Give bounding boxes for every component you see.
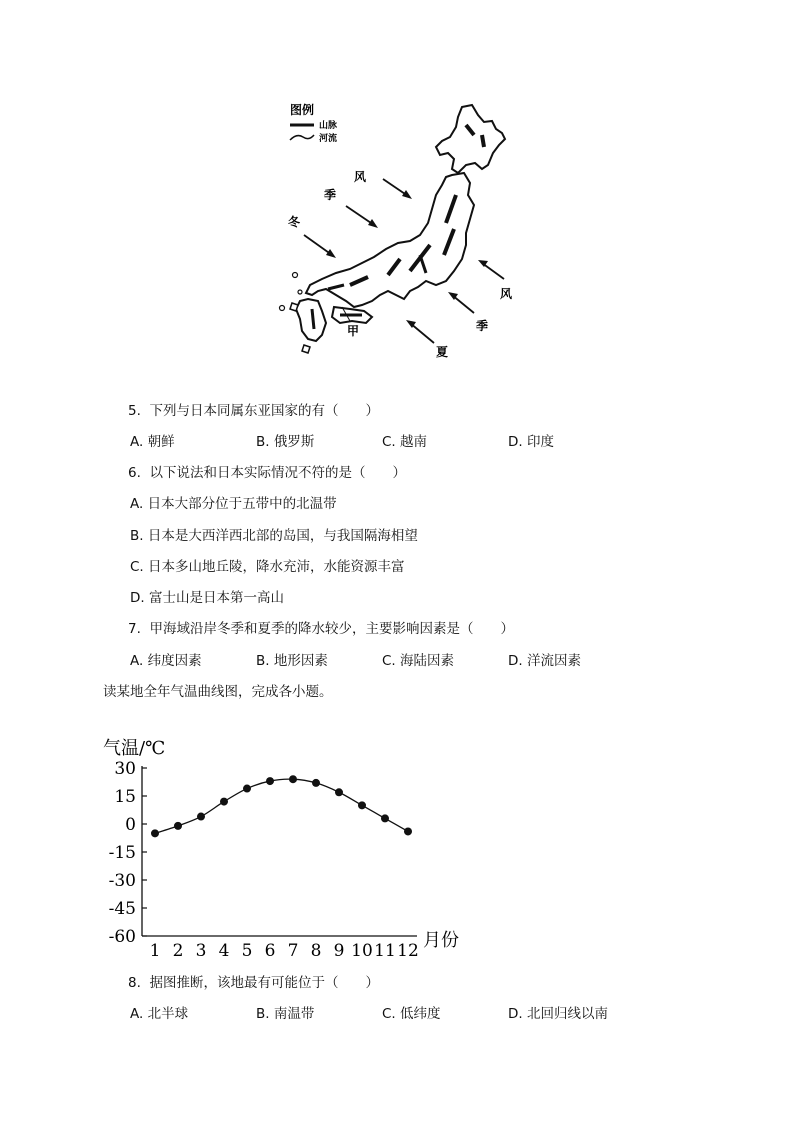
- question-7: [128, 617, 514, 637]
- q5-option-d[interactable]: D. 印度: [508, 434, 554, 450]
- question-7-text: 甲海域沿岸冬季和夏季的降水较少，主要影响因素是（ ）: [149, 621, 514, 637]
- question-6: [128, 461, 406, 481]
- summer-monsoon-arrow-1: [482, 263, 504, 279]
- temperature-point: [358, 801, 366, 809]
- q5-option-a[interactable]: A. 朝鲜: [130, 434, 175, 450]
- q5-option-b[interactable]: B. 俄罗斯: [256, 434, 315, 450]
- q5-option-c[interactable]: C. 越南: [382, 434, 428, 450]
- temperature-point: [243, 785, 251, 793]
- temperature-point: [266, 777, 274, 785]
- q7-option-a[interactable]: A. 纬度因素: [130, 653, 202, 669]
- y-tick-label: 0: [125, 815, 136, 835]
- temperature-curve: [155, 779, 408, 833]
- x-tick-label: 12: [397, 941, 419, 960]
- winter-label-3: 冬: [288, 215, 301, 229]
- y-tick-label: -30: [108, 871, 136, 891]
- winter-label-2: 季: [324, 188, 337, 202]
- x-tick-label: 10: [351, 941, 373, 960]
- chart-x-label: 月份: [423, 930, 459, 951]
- q6-option-a[interactable]: A. 日本大部分位于五带中的北温带: [130, 496, 337, 512]
- hokkaido-outline: [436, 105, 505, 173]
- q7-option-b[interactable]: B. 地形因素: [256, 653, 328, 669]
- temperature-point: [197, 813, 205, 821]
- question-7-number: 7.: [128, 621, 141, 637]
- temperature-point: [289, 775, 297, 783]
- x-tick-label: 7: [287, 941, 299, 960]
- question-5-number: 5.: [128, 403, 141, 419]
- q8-option-a[interactable]: A. 北半球: [130, 1006, 189, 1022]
- temperature-point: [174, 822, 182, 830]
- legend-river-symbol: [290, 135, 314, 140]
- q8-option-d[interactable]: D. 北回归线以南: [508, 1006, 608, 1022]
- temperature-point: [404, 827, 412, 835]
- japan-map: [270, 95, 530, 370]
- temperature-point: [312, 779, 320, 787]
- summer-label-3: 夏: [436, 345, 449, 359]
- legend-title: 图例: [290, 103, 315, 117]
- q7-option-d[interactable]: D. 洋流因素: [508, 653, 581, 669]
- temperature-point: [381, 814, 389, 822]
- kyushu-outline: [296, 299, 326, 341]
- winter-monsoon-arrow-3: [304, 235, 332, 255]
- temperature-point: [220, 798, 228, 806]
- x-tick-label: 1: [149, 941, 161, 960]
- summer-label-1: 风: [500, 287, 513, 301]
- y-tick-label: -60: [108, 927, 136, 947]
- question-8-text: 据图推断，该地最有可能位于（ ）: [149, 975, 379, 991]
- legend-mountain-label: 山脉: [319, 121, 338, 131]
- question-6-text: 以下说法和日本实际情况不符的是（ ）: [149, 465, 406, 481]
- legend-river-label: 河流: [319, 134, 338, 144]
- chart-y-label: 气温/℃: [103, 738, 166, 759]
- question-8: [128, 971, 379, 991]
- q7-option-c[interactable]: C. 海陆因素: [382, 653, 455, 669]
- chart-intro: 读某地全年气温曲线图，完成各小题。: [103, 684, 333, 700]
- temperature-point: [151, 829, 159, 837]
- jia-label: 甲: [347, 324, 360, 338]
- winter-label-1: 风: [354, 170, 367, 184]
- q8-option-c[interactable]: C. 低纬度: [382, 1006, 441, 1022]
- x-tick-label: 11: [374, 941, 396, 960]
- x-tick-label: 4: [218, 941, 230, 960]
- y-tick-label: 30: [114, 759, 136, 779]
- y-tick-label: -45: [108, 899, 136, 919]
- x-tick-label: 8: [310, 941, 322, 960]
- question-5: [128, 399, 379, 419]
- question-5-text: 下列与日本同属东亚国家的有（ ）: [149, 403, 379, 419]
- q6-option-b[interactable]: B. 日本是大西洋西北部的岛国，与我国隔海相望: [130, 528, 418, 544]
- question-6-number: 6.: [128, 465, 141, 481]
- temperature-chart: [95, 730, 475, 960]
- q8-option-b[interactable]: B. 南温带: [256, 1006, 315, 1022]
- x-tick-label: 5: [241, 941, 253, 960]
- question-8-number: 8.: [128, 975, 141, 991]
- q6-option-d[interactable]: D. 富士山是日本第一高山: [130, 590, 284, 606]
- temperature-point: [335, 788, 343, 796]
- summer-label-2: 季: [476, 319, 489, 333]
- summer-monsoon-arrow-3: [410, 323, 434, 343]
- x-tick-label: 9: [333, 941, 345, 960]
- y-tick-label: 15: [114, 787, 136, 807]
- x-tick-label: 2: [172, 941, 184, 960]
- winter-monsoon-arrow-2: [346, 206, 374, 225]
- y-tick-label: -15: [108, 843, 136, 863]
- x-tick-label: 6: [264, 941, 276, 960]
- x-tick-label: 3: [195, 941, 207, 960]
- q6-option-c[interactable]: C. 日本多山地丘陵，降水充沛，水能资源丰富: [130, 559, 405, 575]
